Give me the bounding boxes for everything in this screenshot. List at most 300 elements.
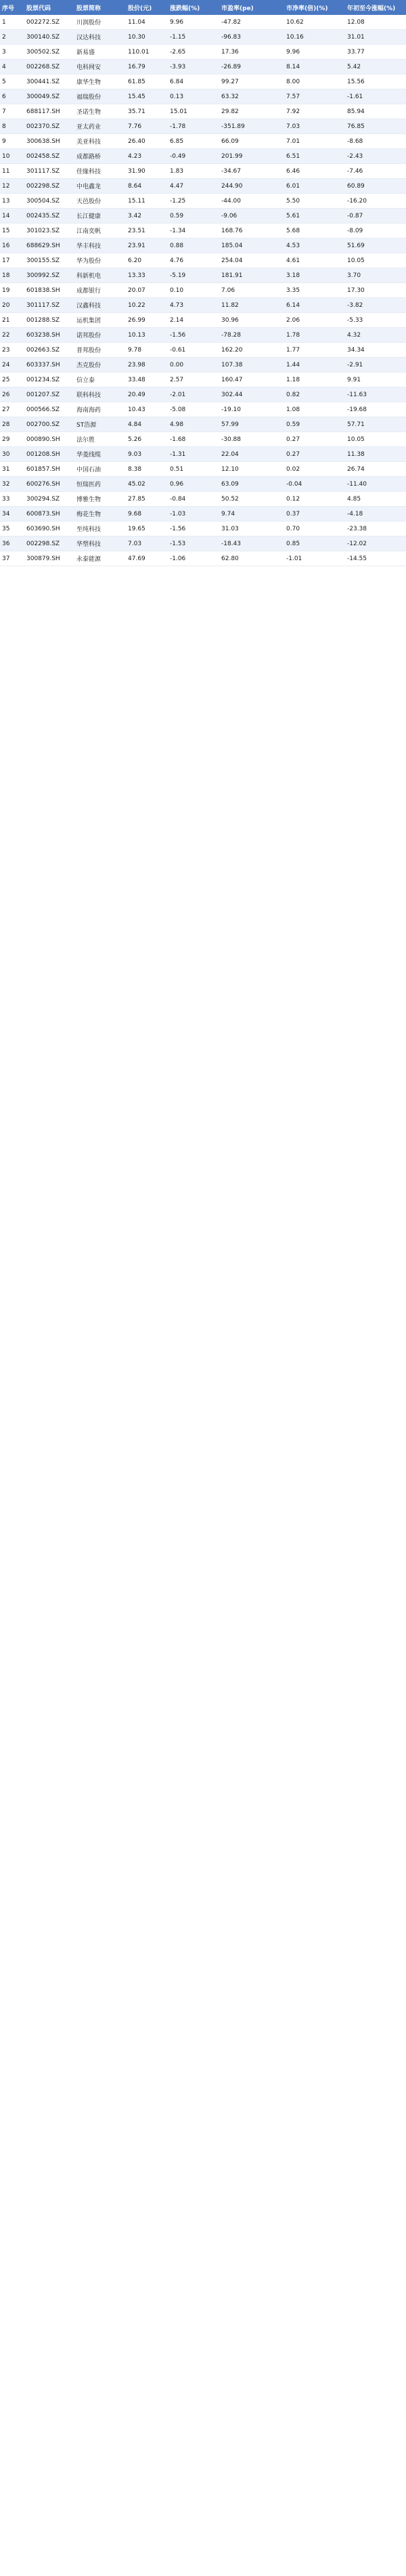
cell-ytd: -23.38 xyxy=(345,522,406,536)
cell-code: 601857.SH xyxy=(24,462,74,477)
cell-pe: -30.88 xyxy=(219,432,284,447)
cell-change: 0.13 xyxy=(168,89,219,104)
cell-pe: 57.99 xyxy=(219,417,284,432)
cell-name: 法尔胜 xyxy=(74,432,126,447)
cell-pb: -0.04 xyxy=(284,477,345,492)
cell-index: 26 xyxy=(0,387,24,402)
cell-change: 15.01 xyxy=(168,104,219,119)
cell-change: -1.31 xyxy=(168,447,219,462)
cell-name: 中电鑫龙 xyxy=(74,179,126,194)
cell-price: 10.22 xyxy=(126,298,168,313)
cell-ytd: 17.30 xyxy=(345,283,406,298)
cell-pe: -351.89 xyxy=(219,119,284,134)
table-row xyxy=(0,462,406,477)
cell-code: 301117.SZ xyxy=(24,298,74,313)
cell-pb: 1.44 xyxy=(284,358,345,373)
cell-pb: 7.03 xyxy=(284,119,345,134)
cell-name: 信立泰 xyxy=(74,373,126,387)
cell-ytd: -8.09 xyxy=(345,224,406,238)
cell-index: 11 xyxy=(0,164,24,179)
cell-code: 300155.SZ xyxy=(24,253,74,268)
cell-pb: 7.92 xyxy=(284,104,345,119)
table-header xyxy=(0,0,406,15)
cell-pb: 6.51 xyxy=(284,149,345,164)
cell-pe: 66.09 xyxy=(219,134,284,149)
cell-price: 35.71 xyxy=(126,104,168,119)
cell-index: 35 xyxy=(0,522,24,536)
cell-pe: 99.27 xyxy=(219,75,284,89)
cell-pe: -19.10 xyxy=(219,402,284,417)
cell-code: 600873.SH xyxy=(24,507,74,522)
cell-pb: 6.01 xyxy=(284,179,345,194)
cell-code: 002435.SZ xyxy=(24,209,74,224)
table-row xyxy=(0,268,406,283)
cell-name: 普邦股份 xyxy=(74,343,126,358)
cell-price: 110.01 xyxy=(126,45,168,60)
cell-price: 11.04 xyxy=(126,15,168,30)
cell-code: 002268.SZ xyxy=(24,60,74,75)
cell-code: 002458.SZ xyxy=(24,149,74,164)
cell-name: 华为股份 xyxy=(74,253,126,268)
cell-price: 26.40 xyxy=(126,134,168,149)
cell-name: 杰克股份 xyxy=(74,358,126,373)
cell-name: 福瑞股份 xyxy=(74,89,126,104)
cell-index: 3 xyxy=(0,45,24,60)
cell-code: 001288.SZ xyxy=(24,313,74,328)
cell-price: 61.85 xyxy=(126,75,168,89)
cell-pb: 5.61 xyxy=(284,209,345,224)
cell-index: 7 xyxy=(0,104,24,119)
cell-change: 4.98 xyxy=(168,417,219,432)
cell-pe: -78.28 xyxy=(219,328,284,343)
cell-pb: 2.06 xyxy=(284,313,345,328)
cell-change: 0.51 xyxy=(168,462,219,477)
cell-ytd: -2.91 xyxy=(345,358,406,373)
cell-name: 至纯科技 xyxy=(74,522,126,536)
cell-pe: -44.00 xyxy=(219,194,284,209)
cell-index: 32 xyxy=(0,477,24,492)
cell-pb: 0.27 xyxy=(284,447,345,462)
cell-price: 23.91 xyxy=(126,238,168,253)
cell-price: 10.43 xyxy=(126,402,168,417)
cell-price: 19.65 xyxy=(126,522,168,536)
cell-pe: 160.47 xyxy=(219,373,284,387)
cell-pe: 107.38 xyxy=(219,358,284,373)
cell-name: 电科网安 xyxy=(74,60,126,75)
cell-index: 31 xyxy=(0,462,24,477)
cell-name: ST浩源 xyxy=(74,417,126,432)
cell-code: 601838.SH xyxy=(24,283,74,298)
cell-name: 成都银行 xyxy=(74,283,126,298)
cell-code: 000566.SZ xyxy=(24,402,74,417)
cell-price: 9.03 xyxy=(126,447,168,462)
cell-pe: 31.03 xyxy=(219,522,284,536)
cell-name: 汉鑫科技 xyxy=(74,298,126,313)
cell-change: -0.61 xyxy=(168,343,219,358)
table-row xyxy=(0,328,406,343)
cell-index: 18 xyxy=(0,268,24,283)
cell-pe: 17.36 xyxy=(219,45,284,60)
cell-price: 10.13 xyxy=(126,328,168,343)
cell-pb: 0.02 xyxy=(284,462,345,477)
cell-price: 31.90 xyxy=(126,164,168,179)
table-row xyxy=(0,417,406,432)
table-row xyxy=(0,179,406,194)
cell-change: 4.73 xyxy=(168,298,219,313)
cell-name: 成都路桥 xyxy=(74,149,126,164)
cell-code: 000890.SH xyxy=(24,432,74,447)
cell-code: 002370.SZ xyxy=(24,119,74,134)
cell-ytd: 51.69 xyxy=(345,238,406,253)
cell-price: 15.45 xyxy=(126,89,168,104)
cell-name: 联科科技 xyxy=(74,387,126,402)
cell-name: 海南海药 xyxy=(74,402,126,417)
table-row xyxy=(0,387,406,402)
cell-index: 24 xyxy=(0,358,24,373)
cell-price: 6.20 xyxy=(126,253,168,268)
cell-code: 300502.SZ xyxy=(24,45,74,60)
cell-index: 25 xyxy=(0,373,24,387)
table-row xyxy=(0,164,406,179)
cell-price: 23.98 xyxy=(126,358,168,373)
cell-change: 9.96 xyxy=(168,15,219,30)
cell-price: 13.33 xyxy=(126,268,168,283)
cell-name: 梅花生物 xyxy=(74,507,126,522)
table-row xyxy=(0,209,406,224)
cell-name: 康华生物 xyxy=(74,75,126,89)
cell-pb: -1.01 xyxy=(284,551,345,566)
header-row xyxy=(0,0,406,15)
cell-index: 1 xyxy=(0,15,24,30)
cell-pb: 10.16 xyxy=(284,30,345,45)
cell-price: 7.03 xyxy=(126,536,168,551)
cell-pe: -26.89 xyxy=(219,60,284,75)
cell-change: 0.88 xyxy=(168,238,219,253)
cell-price: 16.79 xyxy=(126,60,168,75)
cell-index: 28 xyxy=(0,417,24,432)
cell-index: 5 xyxy=(0,75,24,89)
cell-pb: 7.57 xyxy=(284,89,345,104)
cell-index: 14 xyxy=(0,209,24,224)
cell-pe: 244.90 xyxy=(219,179,284,194)
cell-pe: 63.09 xyxy=(219,477,284,492)
table-row xyxy=(0,134,406,149)
cell-ytd: -0.87 xyxy=(345,209,406,224)
cell-pe: 168.76 xyxy=(219,224,284,238)
cell-ytd: -3.82 xyxy=(345,298,406,313)
cell-change: 4.47 xyxy=(168,179,219,194)
cell-name: 中国石油 xyxy=(74,462,126,477)
cell-index: 9 xyxy=(0,134,24,149)
cell-price: 9.78 xyxy=(126,343,168,358)
cell-name: 永泰能源 xyxy=(74,551,126,566)
cell-price: 20.49 xyxy=(126,387,168,402)
cell-ytd: -5.33 xyxy=(345,313,406,328)
cell-pb: 0.37 xyxy=(284,507,345,522)
cell-ytd: -11.40 xyxy=(345,477,406,492)
cell-code: 002700.SZ xyxy=(24,417,74,432)
cell-change: -1.03 xyxy=(168,507,219,522)
cell-change: -2.01 xyxy=(168,387,219,402)
cell-price: 3.42 xyxy=(126,209,168,224)
cell-code: 600276.SH xyxy=(24,477,74,492)
cell-change: 1.83 xyxy=(168,164,219,179)
cell-change: -1.78 xyxy=(168,119,219,134)
cell-price: 10.30 xyxy=(126,30,168,45)
cell-index: 36 xyxy=(0,536,24,551)
cell-code: 300638.SH xyxy=(24,134,74,149)
table-row xyxy=(0,402,406,417)
cell-index: 34 xyxy=(0,507,24,522)
cell-name: 华塑科技 xyxy=(74,536,126,551)
header-cell-name: 股票简称 xyxy=(74,0,126,15)
cell-pb: 1.18 xyxy=(284,373,345,387)
cell-pe: 11.82 xyxy=(219,298,284,313)
cell-change: -1.06 xyxy=(168,551,219,566)
cell-index: 10 xyxy=(0,149,24,164)
table-row xyxy=(0,536,406,551)
cell-name: 诺邦股份 xyxy=(74,328,126,343)
cell-name: 长江健康 xyxy=(74,209,126,224)
cell-price: 4.84 xyxy=(126,417,168,432)
cell-index: 22 xyxy=(0,328,24,343)
cell-name: 汉达科技 xyxy=(74,30,126,45)
cell-pb: 5.50 xyxy=(284,194,345,209)
cell-pe: 181.91 xyxy=(219,268,284,283)
table-row xyxy=(0,238,406,253)
table-row xyxy=(0,30,406,45)
cell-change: -1.56 xyxy=(168,522,219,536)
cell-index: 8 xyxy=(0,119,24,134)
cell-pb: 3.18 xyxy=(284,268,345,283)
cell-pb: 0.82 xyxy=(284,387,345,402)
cell-pe: -18.43 xyxy=(219,536,284,551)
table-row xyxy=(0,149,406,164)
cell-change: 0.10 xyxy=(168,283,219,298)
cell-change: 0.59 xyxy=(168,209,219,224)
header-cell-price: 股价(元) xyxy=(126,0,168,15)
cell-code: 002272.SZ xyxy=(24,15,74,30)
cell-ytd: 57.71 xyxy=(345,417,406,432)
cell-name: 新易盛 xyxy=(74,45,126,60)
cell-pb: 1.78 xyxy=(284,328,345,343)
cell-change: 2.57 xyxy=(168,373,219,387)
cell-index: 27 xyxy=(0,402,24,417)
table-row xyxy=(0,104,406,119)
cell-price: 15.11 xyxy=(126,194,168,209)
cell-pe: 62.80 xyxy=(219,551,284,566)
cell-code: 300992.SZ xyxy=(24,268,74,283)
cell-code: 300441.SZ xyxy=(24,75,74,89)
cell-name: 科新机电 xyxy=(74,268,126,283)
cell-change: 0.00 xyxy=(168,358,219,373)
header-cell-index: 序号 xyxy=(0,0,24,15)
cell-change: -1.34 xyxy=(168,224,219,238)
cell-change: 4.76 xyxy=(168,253,219,268)
cell-name: 天邑股份 xyxy=(74,194,126,209)
cell-pb: 9.96 xyxy=(284,45,345,60)
cell-price: 8.38 xyxy=(126,462,168,477)
table-row xyxy=(0,432,406,447)
cell-ytd: -12.02 xyxy=(345,536,406,551)
cell-pe: -47.82 xyxy=(219,15,284,30)
cell-name: 博雅生物 xyxy=(74,492,126,507)
cell-index: 12 xyxy=(0,179,24,194)
table-row xyxy=(0,551,406,566)
cell-pe: -34.67 xyxy=(219,164,284,179)
cell-ytd: -14.55 xyxy=(345,551,406,566)
cell-code: 300294.SZ xyxy=(24,492,74,507)
cell-index: 15 xyxy=(0,224,24,238)
table-row xyxy=(0,89,406,104)
cell-pe: 29.82 xyxy=(219,104,284,119)
header-cell-code: 股票代码 xyxy=(24,0,74,15)
cell-name: 恒瑞医药 xyxy=(74,477,126,492)
cell-ytd: -7.46 xyxy=(345,164,406,179)
cell-price: 4.23 xyxy=(126,149,168,164)
table-row xyxy=(0,253,406,268)
cell-ytd: -2.43 xyxy=(345,149,406,164)
table-row xyxy=(0,60,406,75)
cell-pe: 7.06 xyxy=(219,283,284,298)
cell-price: 27.85 xyxy=(126,492,168,507)
cell-pb: 3.35 xyxy=(284,283,345,298)
table-row xyxy=(0,45,406,60)
table-body xyxy=(0,15,406,566)
cell-change: -2.65 xyxy=(168,45,219,60)
cell-pb: 10.62 xyxy=(284,15,345,30)
cell-change: -1.68 xyxy=(168,432,219,447)
cell-change: 6.85 xyxy=(168,134,219,149)
cell-ytd: 10.05 xyxy=(345,432,406,447)
cell-price: 23.51 xyxy=(126,224,168,238)
cell-price: 33.48 xyxy=(126,373,168,387)
table-row xyxy=(0,477,406,492)
cell-change: -5.08 xyxy=(168,402,219,417)
cell-pb: 0.27 xyxy=(284,432,345,447)
cell-pe: 22.04 xyxy=(219,447,284,462)
table-row xyxy=(0,298,406,313)
cell-pe: 12.10 xyxy=(219,462,284,477)
cell-index: 21 xyxy=(0,313,24,328)
cell-pb: 4.61 xyxy=(284,253,345,268)
cell-name: 亚太药业 xyxy=(74,119,126,134)
cell-code: 001207.SZ xyxy=(24,387,74,402)
cell-price: 5.26 xyxy=(126,432,168,447)
cell-pe: 185.04 xyxy=(219,238,284,253)
table-row xyxy=(0,75,406,89)
cell-ytd: 11.38 xyxy=(345,447,406,462)
cell-code: 001208.SH xyxy=(24,447,74,462)
cell-pe: 254.04 xyxy=(219,253,284,268)
cell-change: 0.96 xyxy=(168,477,219,492)
cell-ytd: -11.63 xyxy=(345,387,406,402)
cell-ytd: -4.18 xyxy=(345,507,406,522)
table-row xyxy=(0,447,406,462)
cell-price: 45.02 xyxy=(126,477,168,492)
cell-pe: 9.74 xyxy=(219,507,284,522)
table-row xyxy=(0,194,406,209)
cell-change: -1.15 xyxy=(168,30,219,45)
cell-index: 16 xyxy=(0,238,24,253)
cell-change: -0.49 xyxy=(168,149,219,164)
cell-pb: 4.53 xyxy=(284,238,345,253)
cell-pb: 0.12 xyxy=(284,492,345,507)
cell-index: 17 xyxy=(0,253,24,268)
cell-index: 29 xyxy=(0,432,24,447)
table-row xyxy=(0,119,406,134)
cell-ytd: 12.08 xyxy=(345,15,406,30)
cell-index: 4 xyxy=(0,60,24,75)
header-cell-ytd: 年初至今涨幅(%) xyxy=(345,0,406,15)
cell-pb: 6.46 xyxy=(284,164,345,179)
cell-price: 9.68 xyxy=(126,507,168,522)
cell-ytd: 5.42 xyxy=(345,60,406,75)
table-row xyxy=(0,224,406,238)
cell-index: 30 xyxy=(0,447,24,462)
cell-index: 13 xyxy=(0,194,24,209)
table-row xyxy=(0,283,406,298)
cell-pe: -96.83 xyxy=(219,30,284,45)
cell-ytd: 31.01 xyxy=(345,30,406,45)
cell-code: 301023.SZ xyxy=(24,224,74,238)
cell-code: 001234.SZ xyxy=(24,373,74,387)
cell-name: 圣诺生物 xyxy=(74,104,126,119)
table-row xyxy=(0,15,406,30)
cell-change: 2.14 xyxy=(168,313,219,328)
cell-ytd: 33.77 xyxy=(345,45,406,60)
table-row xyxy=(0,507,406,522)
cell-code: 301117.SZ xyxy=(24,164,74,179)
cell-index: 33 xyxy=(0,492,24,507)
cell-ytd: 4.32 xyxy=(345,328,406,343)
cell-ytd: 60.89 xyxy=(345,179,406,194)
cell-change: -5.19 xyxy=(168,268,219,283)
cell-pe: 63.32 xyxy=(219,89,284,104)
cell-code: 603690.SH xyxy=(24,522,74,536)
cell-name: 美亚科技 xyxy=(74,134,126,149)
cell-pb: 8.00 xyxy=(284,75,345,89)
cell-index: 2 xyxy=(0,30,24,45)
table-row xyxy=(0,313,406,328)
cell-pb: 7.01 xyxy=(284,134,345,149)
table-row xyxy=(0,358,406,373)
cell-pe: 30.96 xyxy=(219,313,284,328)
cell-change: -0.84 xyxy=(168,492,219,507)
cell-name: 川润股份 xyxy=(74,15,126,30)
cell-pb: 1.08 xyxy=(284,402,345,417)
stock-table xyxy=(0,0,406,566)
cell-name: 华丰科技 xyxy=(74,238,126,253)
cell-pe: 50.52 xyxy=(219,492,284,507)
cell-change: -1.53 xyxy=(168,536,219,551)
cell-code: 688629.SH xyxy=(24,238,74,253)
header-cell-pb: 市净率(倍)(%) xyxy=(284,0,345,15)
cell-code: 002663.SZ xyxy=(24,343,74,358)
cell-pe: 201.99 xyxy=(219,149,284,164)
table-row xyxy=(0,373,406,387)
cell-ytd: 4.85 xyxy=(345,492,406,507)
cell-pe: -9.06 xyxy=(219,209,284,224)
cell-pb: 0.70 xyxy=(284,522,345,536)
cell-price: 20.07 xyxy=(126,283,168,298)
cell-ytd: -1.61 xyxy=(345,89,406,104)
cell-ytd: -19.68 xyxy=(345,402,406,417)
cell-ytd: -16.20 xyxy=(345,194,406,209)
cell-price: 26.99 xyxy=(126,313,168,328)
table-row xyxy=(0,492,406,507)
cell-index: 6 xyxy=(0,89,24,104)
